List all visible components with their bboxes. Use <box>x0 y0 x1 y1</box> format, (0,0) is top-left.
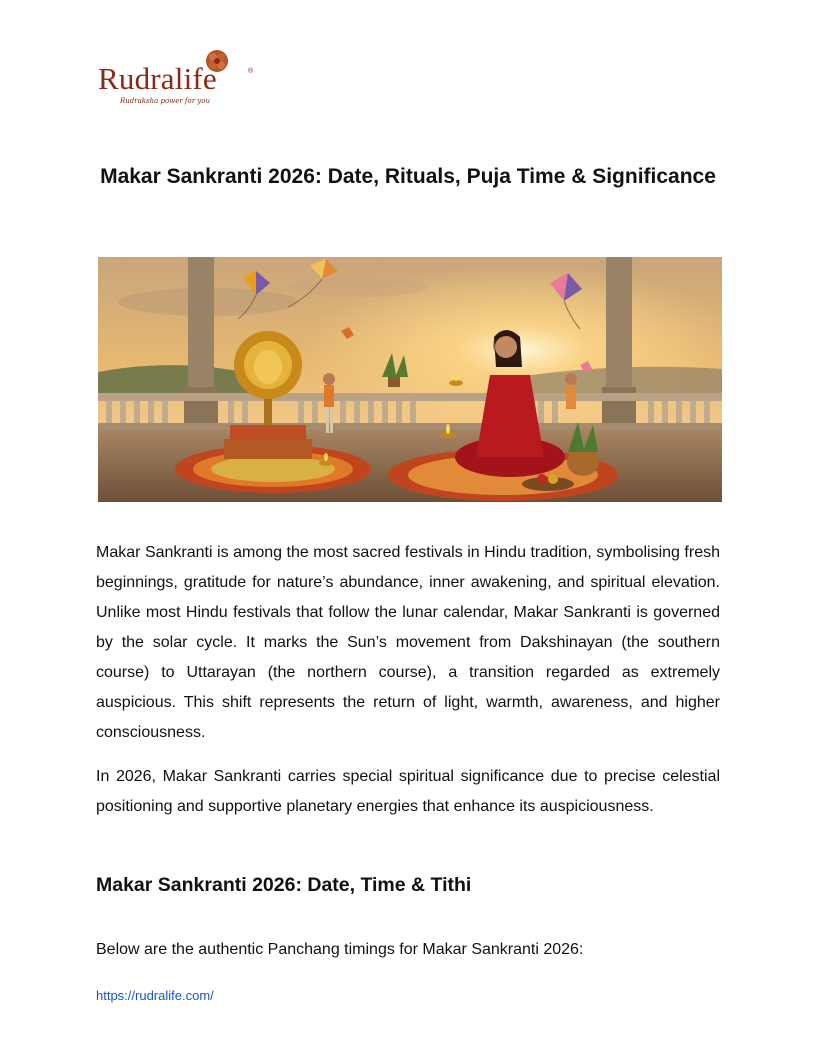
brand-logo[interactable] <box>98 48 268 108</box>
brand-name: Rudralife <box>98 61 217 96</box>
hero-image <box>98 257 722 502</box>
significance-paragraph: In 2026, Makar Sankranti carries special spiritual significance due to precise celestial positioning and supportive planetary energies that enhance its auspiciousness. <box>96 768 720 815</box>
page-title: Makar Sankranti 2026: Date, Rituals, Puja Time & Significance <box>100 165 716 189</box>
footer-url-link[interactable]: https://rudralife.com/ <box>96 988 214 1003</box>
section-heading-date-time-tithi: Makar Sankranti 2026: Date, Time & Tithi <box>96 874 472 896</box>
registered-mark: ® <box>248 68 254 75</box>
section-intro: Below are the authentic Panchang timings for Makar Sankranti 2026: <box>96 941 584 958</box>
brand-tagline: Rudraksha power for you <box>120 97 210 105</box>
intro-paragraph: Makar Sankranti is among the most sacred festivals in Hindu tradition, symbolising fresh beginnings, gratitude for nature’s abundance, inner awakening, and spiritual elevation. Unlike most Hindu festivals that follow the lunar calendar, Makar Sankranti is governed by the solar cycle. It marks the Sun’s movement from Dakshinayan (the southern course) to Uttarayan (the northern course), a transition regarded as extremely auspicious. This shift represents the return of light, warmth, awareness, and higher consciousness. <box>96 544 720 741</box>
